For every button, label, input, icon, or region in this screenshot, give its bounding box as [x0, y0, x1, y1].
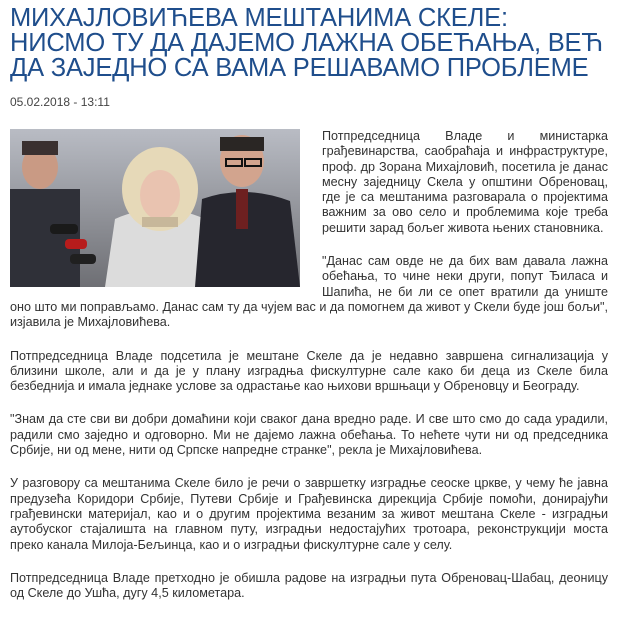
article-title: МИХАЈЛОВИЋЕВА МЕШТАНИМА СКЕЛЕ: НИСМО ТУ ДА ДАЈЕМО ЛАЖНА ОБЕЋАЊА, ВЕЋ ДА ЗАЈЕДНО СА ВАМА РЕШАВАМО ПРОБЛЕМЕ	[10, 4, 603, 82]
article-paragraph: У разговору са мештанима Скеле било је речи о завршетку изградње сеоске цркве, у чему ће јавна предузећа Коридори Србије, Путеви Србије и Грађевинска дирекција Србије помоћи, донирајући грађевински материјал, као и о другим пројектима везаним за живот мештана Скеле - изградњи аутобуског стајалишта на главном путу, изградњи недостајућих тротоара, реконструкцији моста преко канала Милоја-Бељинца, као и о изградњи фискултурне сале у селу.	[10, 476, 608, 552]
article-photo	[10, 129, 300, 287]
article-paragraph: Потпредседница Владе подсетила је мештане Скеле да је недавно завршена сигнализација у близини школе, али и да је у плану изградња фискултурне сале како би деца из Скеле била безбеднија и имала једнаке услове за одрастање као њихови вршњаци у Обреновцу и Београду.	[10, 348, 608, 394]
photo-illustration	[10, 129, 300, 287]
article-container	[10, 0, 608, 619]
article-date: 05.02.2018 - 13:11	[10, 95, 110, 109]
article-paragraph: Потпредседница Владе и министарка грађевинарства, саобраћаја и инфраструктуре, проф. др Зорана Михајловић, посетила је данас месну заједницу Скела у општини Обреновац, где је са мештанима разговарала о пројектима важним за ово село и проблемима које треба решити зарад бољег живота њених становника.	[322, 129, 608, 235]
article-body	[10, 129, 608, 601]
article-paragraph: "Данас сам овде не да бих вам давала лажна обећања, то чине неки други, попут Ђиласа и Шапића, не би ли се опет вратили да униште оно што ми поправљамо. Данас сам ту да чујем вас и да помогнем да живот у Скели буде још бољи", изјавила је Михајловићева.	[10, 254, 608, 330]
article-paragraph: "Знам да сте сви ви добри домаћини који сваког дана вредно раде. И све што смо до сада урадили, радили смо заједно и одговорно. Ми не дајемо лажна обећања. То нећете чути ни од председника Србије, ни од мене, нити од Српске напредне странке", рекла је Михајловићева.	[10, 412, 608, 458]
article-paragraph: Потпредседница Владе претходно је обишла радове на изградњи пута Обреновац-Шабац, деоницу од Скеле до Ушћа, дугу 4,5 километара.	[10, 570, 608, 601]
